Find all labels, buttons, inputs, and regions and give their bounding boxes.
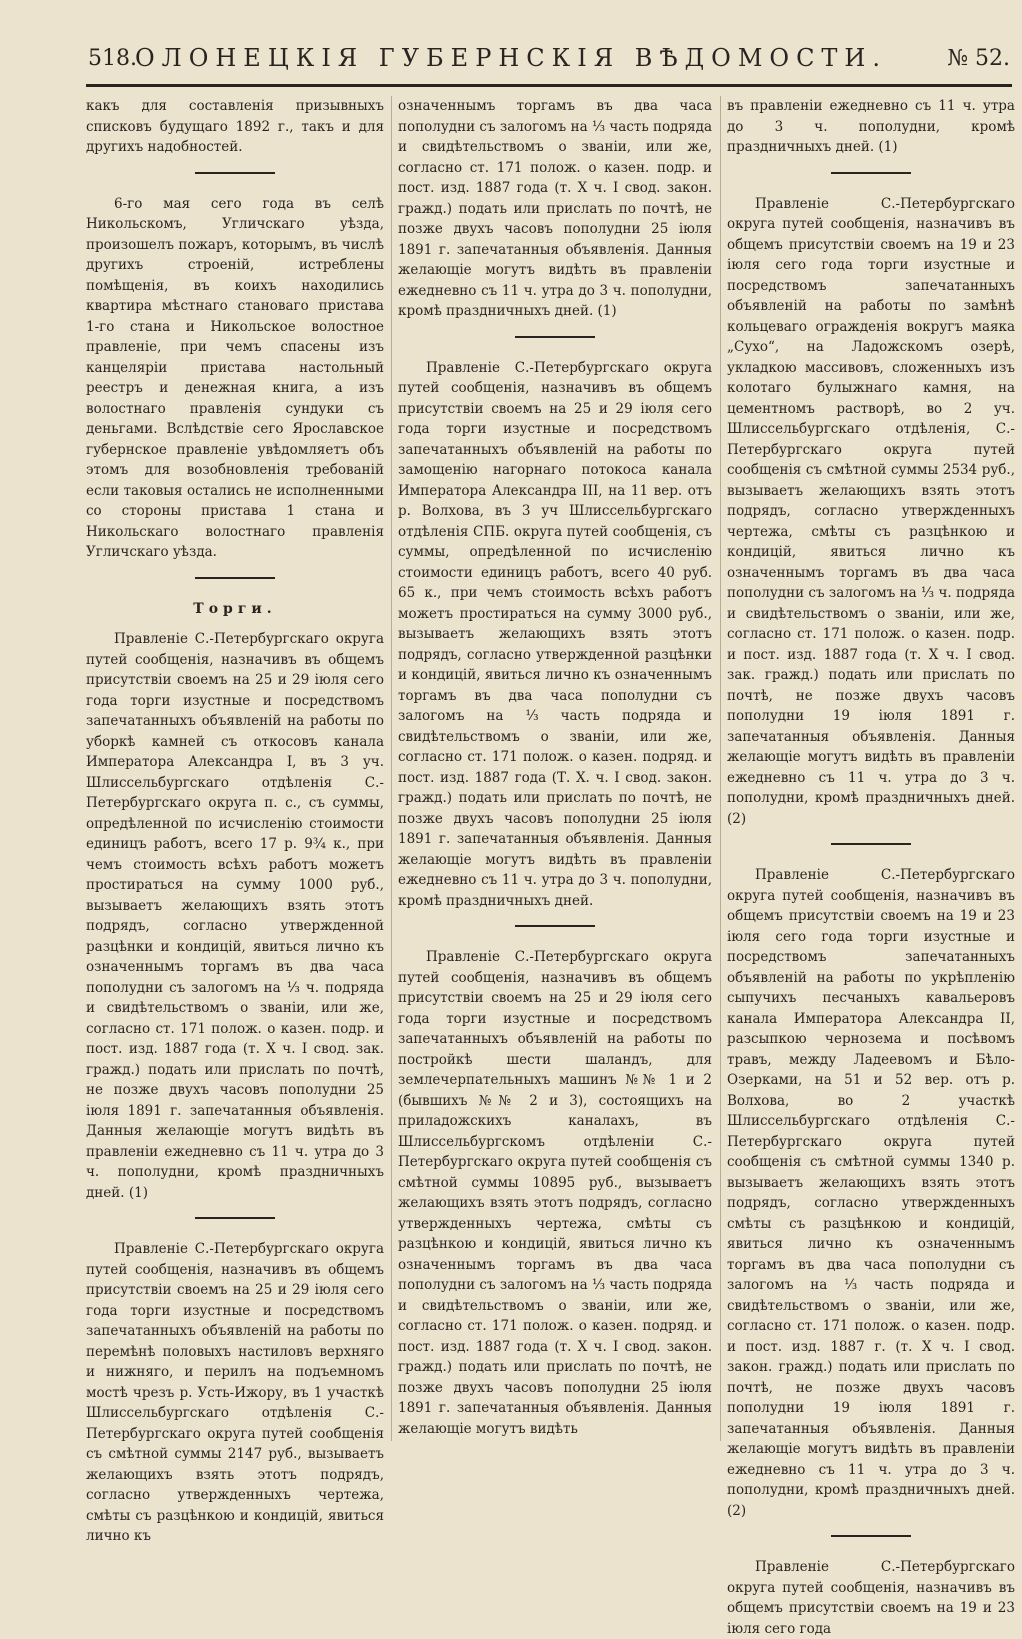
tender-notice: Правленіе С.-Петербургскаго округа путей сообщенія, назначивъ въ общемъ присутствіи своемъ на 25 и 29 іюля сего года торги изустные и посредствомъ запечатанныхъ объявленій на работы по постройкѣ шести шаландъ, для землечерпательныхъ машинъ №№ 1 и 2 (бывшихъ №№ 2 и 3), состоящихъ на приладожскихъ каналахъ, въ Шлиссельбургскомъ отдѣленіи С.-Петербургскаго округа путей сообщенія съ смѣтной суммы 10895 руб., вызываетъ желающихъ взять этотъ подрядъ, согласно утвержденныхъ чертежа, смѣты съ разцѣнкою и кондицій, явиться лично къ означеннымъ торгамъ въ два часа пополудни съ залогомъ на ⅓ часть подряда и свидѣтельствомъ о званіи, или же, согласно ст. 171 полож. о казен. подряд. и пост. изд. 1887 года (т. X ч. I свод. закон. гражд.) подать или прислать по почтѣ, не позже двухъ часовъ пополудни 25 іюля 1891 г. запечатанныя объявленія. Данныя желающіе могутъ видѣть	[398, 949, 712, 1437]
tender-notice-continuation: въ правленіи ежедневно съ 11 ч. утра до 3 ч. пополудни, кромѣ праздничныхъ дней. (1)	[727, 98, 1015, 155]
tender-notice: Правленіе С.-Петербургскаго округа путей сообщенія, назначивъ въ общемъ присутствіи своемъ на 19 и 23 іюля сего года торги изустные и посредствомъ запечатанныхъ объявленій на работы по замѣнѣ кольцеваго огражденія вокругъ маяка „Сухо“, на Ладожскомъ озерѣ, укладкою массивовъ, сложенныхъ изъ колотаго булыжнаго камня, на цементномъ растворѣ, во 2 уч. Шлиссельбургскаго отдѣленія, С.-Петербургскаго округа путей сообщенія съ смѣтной суммы 2534 руб., вызываетъ желающихъ взять этотъ подрядъ, согласно утвержденныхъ чертежа, смѣты съ разцѣнкою и кондицій, явиться лично къ означеннымъ торгамъ въ два часа пополудни съ залогомъ на ⅓ ч. подряда и свидѣтельствомъ о званіи, или же, согласно ст. 171 полож. о казен. подр. и пост. изд. 1887 года (т. X ч. I свод. зак. гражд.) подать или прислать по почтѣ, не позже двухъ часовъ пополудни 19 іюля 1891 г. запечатанныя объявленія. Данныя желающіе могутъ видѣть въ правленіи ежедневно съ 11 ч. утра до 3 ч. пополудни, кромѣ праздничныхъ дней. (2)	[727, 195, 1015, 827]
page-header	[0, 0, 1022, 92]
tender-notice: Правленіе С.-Петербургскаго округа путей сообщенія, назначивъ въ общемъ присутствіи своемъ на 25 и 29 іюля сего года торги изустные и посредствомъ запечатанныхъ объявленій на работы по замощенію нагорнаго потокоса канала Императора Александра III, на 11 вер. отъ р. Волхова, въ 3 уч Шлиссельбургскаго отдѣленія СПБ. округа путей сообщенія, съ суммы, опредѣленной по исчисленію стоимости единицъ работъ, всего 40 руб. 65 к., при чемъ стоимость всѣхъ работъ можетъ простираться на сумму 3000 руб., вызываетъ желающихъ взять этотъ подрядъ, согласно утвержденной разцѣнки и кондицій, явиться лично къ означеннымъ торгамъ въ два часа пополудни съ залогомъ на ⅓ часть подряда и свидѣтельствомъ о званіи, или же, согласно ст. 171 полож. о казен. подряд. и пост. изд. 1887 года (Т. X. ч. I свод. закон. гражд.) подать или прислать по почтѣ, не позже двухъ часовъ пополудни 25 іюля 1891 г. запечатанныя объявленія. Данныя желающіе могутъ видѣть въ правленіи ежедневно съ 11 ч. утра до 3 ч. пополудни, кромѣ праздничныхъ дней.	[398, 359, 712, 909]
separator-rule	[195, 1217, 275, 1219]
column-3	[727, 96, 1015, 1637]
section-heading: Торги.	[193, 600, 277, 617]
tender-notice: Правленіе С.-Петербургскаго округа путей сообщенія, назначивъ въ общемъ присутствіи своемъ на 25 и 29 іюля сего года торги изустные и посредствомъ запечатанныхъ объявленій на работы по перемѣнѣ половыхъ настиловъ верхняго и нижняго, и перилъ на подъемномъ мостѣ чрезъ р. Усть-Ижору, въ 1 участкѣ Шлиссельбургскаго отдѣленія С.-Петербургскаго округа путей сообщенія съ смѣтной суммы 2147 руб., вызываетъ желающихъ взять этотъ подрядъ, согласно утвержденныхъ чертежа, смѣты съ разцѣнкою и кондицій, явиться лично къ	[86, 1241, 384, 1544]
header-rule	[86, 84, 1012, 87]
separator-rule	[831, 172, 911, 174]
tender-notice: Правленіе С.-Петербургскаго округа путей сообщенія, назначивъ въ общемъ присутствіи своемъ на 25 и 29 іюля сего года торги изустные и посредствомъ запечатанныхъ объявленій на работы по уборкѣ камней съ откосовъ канала Императора Александра I, въ 3 уч. Шлиссельбургскаго отдѣленія С.-Петербургскаго округа п. с., съ суммы, опредѣленной по исчисленію стоимости единицъ работъ, всего 17 р. 9¾ к., при чемъ стоимость всѣхъ работъ можетъ простираться на сумму 1000 руб., вызываетъ желающихъ взять этотъ подрядъ, согласно утвержденной разцѣнки и кондицій, явиться лично къ означеннымъ торгамъ въ два часа пополудни съ залогомъ на ⅓ ч. подряда и свидѣтельствомъ о званіи, или же, согласно ст. 171 полож. о казен. подр. и пост. изд. 1887 года (т. X ч. I свод. зак. гражд.) подать или прислать по почтѣ, не позже двухъ часовъ пополудни 25 іюля 1891 г. запечатанныя объявленія. Данныя желающіе могутъ видѣть въ правленіи ежедневно съ 11 ч. утра до 3 ч. пополудни, кромѣ праздничныхъ дней. (1)	[86, 631, 384, 1201]
column-2	[398, 96, 712, 1441]
article-fire-report: 6-го мая сего года въ селѣ Никольскомъ, Угличскаго уѣзда, произошелъ пожаръ, которымъ, въ числѣ другихъ строеній, истреблены помѣщенія, въ коихъ находились квартира мѣстнаго становаго пристава 1-го стана и Никольское волостное правленіе, при чемъ спасены изъ канцеляріи пристава настольный реестръ и денежная книга, а изъ волостнаго правленія сундуки съ деньгами. Вслѣдствіе сего Ярославское губернское правленіе увѣдомляетъ объ этомъ для возобновленія требованій если таковыя остались не исполненными со стороны пристава 1 стана и Никольскаго волостнаго правленія Угличскаго уѣзда.	[86, 195, 384, 560]
column-divider	[720, 96, 721, 1441]
tender-notice: Правленіе С.-Петербургскаго округа путей сообщенія, назначивъ въ общемъ присутствіи своемъ на 19 и 23 іюля сего года торги изустные и посредствомъ запечатанныхъ объявленій на работы по укрѣпленію сыпучихъ песчаныхъ кавальеровъ канала Императора Александра II, разсыпкою чернозема и посѣвомъ травъ, между Ладеевомъ и Бѣло-Озерками, на 51 и 52 вер. отъ р. Волхова, во 2 участкѣ Шлиссельбургскаго отдѣленія С.-Петербургскаго округа путей сообщенія съ смѣтной суммы 1340 р. вызываетъ желающихъ взять этотъ подрядъ, согласно утвержденныхъ смѣты съ разцѣнкою и кондицій, явиться лично къ означеннымъ торгамъ въ два часа пополудни съ залогомъ на ⅓ часть подряда и свидѣтельствомъ о званіи, или же, согласно ст. 171 полож. о казен. подр. и пост. изд. 1887 г. (т. X ч. I свод. закон. гражд.) подать или прислать по почтѣ, не позже двухъ часовъ пополудни 19 іюля 1891 г. запечатанныя объявленія. Данныя желающіе могутъ видѣть въ правленіи ежедневно съ 11 ч. утра до 3 ч. пополудни, кромѣ праздничныхъ дней. (2)	[727, 867, 1015, 1519]
newspaper-title: ОЛОНЕЦКІЯ ГУБЕРНСКІЯ ВѢДОМОСТИ.	[134, 44, 887, 72]
page-number: 518.	[88, 46, 137, 71]
column-1	[86, 96, 384, 1544]
separator-rule	[515, 925, 595, 927]
tender-notice-continuation: означеннымъ торгамъ въ два часа пополудни съ залогомъ на ⅓ часть подряда и свидѣтельствомъ о званіи, или же, согласно ст. 171 полож. о казен. подр. и пост. изд. 1887 года (т. X ч. I свод. закон. гражд.) подать или прислать по почтѣ, не позже двухъ часовъ пополудни 25 іюля 1891 г. запечатанныя объявленія. Данныя желающіе могутъ видѣть въ правленіи ежедневно съ 11 ч. утра до 3 ч. пополудни, кромѣ праздничныхъ дней. (1)	[398, 98, 712, 319]
separator-rule	[195, 172, 275, 174]
separator-rule	[831, 843, 911, 845]
column-divider	[391, 96, 392, 1441]
article-continuation: какъ для составленія призывныхъ списковъ будущаго 1892 г., такъ и для другихъ надобностей.	[86, 98, 384, 155]
separator-rule	[831, 1535, 911, 1537]
issue-number: № 52.	[947, 46, 1010, 71]
separator-rule	[195, 577, 275, 579]
separator-rule	[515, 336, 595, 338]
tender-notice: Правленіе С.-Петербургскаго округа путей сообщенія, назначивъ въ общемъ присутствіи своемъ на 19 и 23 іюля сего года	[727, 1559, 1015, 1637]
